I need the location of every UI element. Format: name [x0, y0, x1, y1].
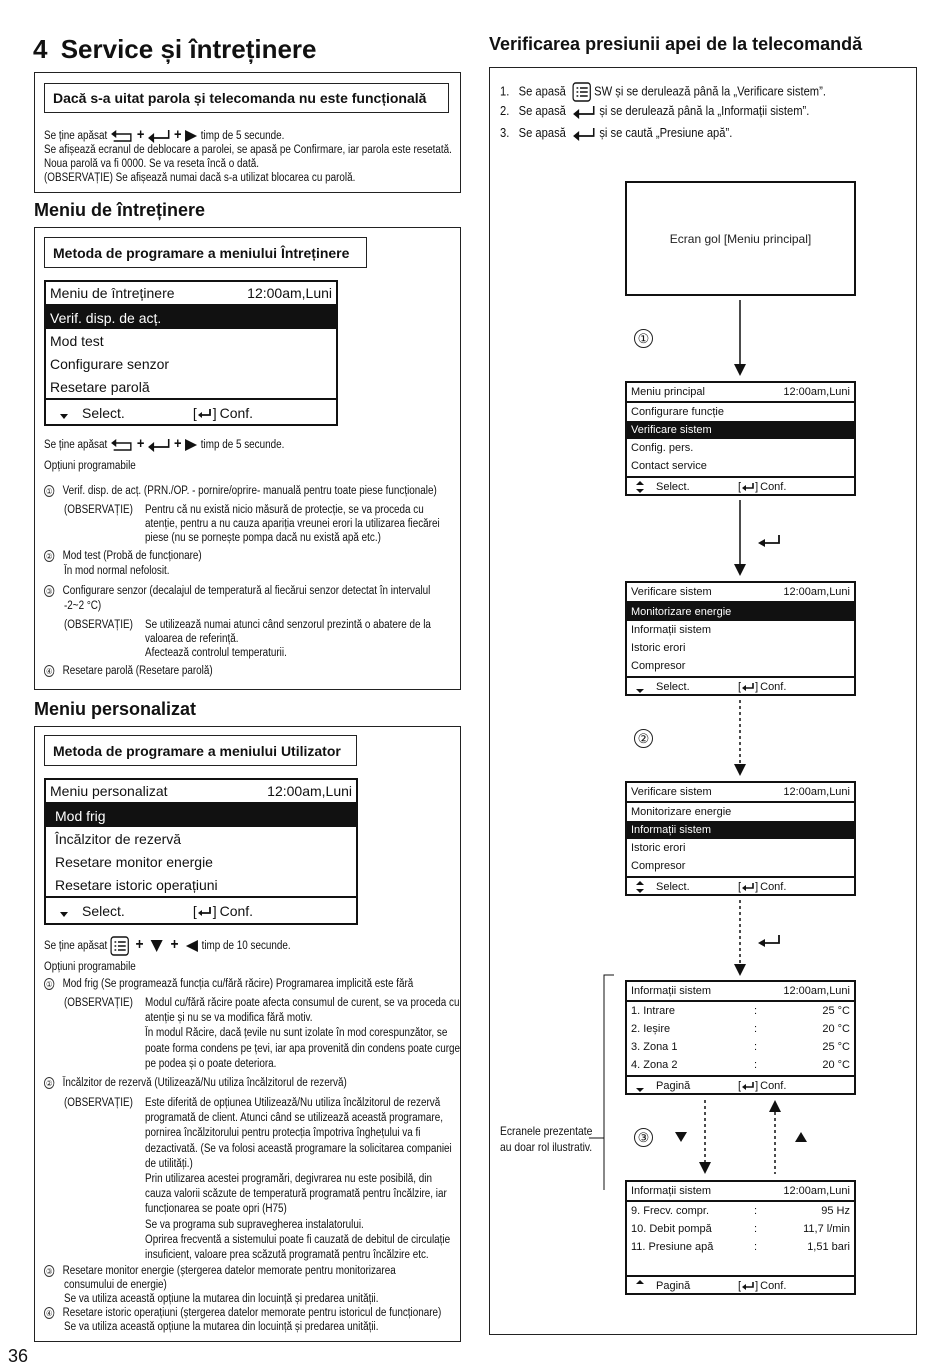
lcd-time: 12:00am,Luni: [783, 985, 850, 997]
page-number: 36: [8, 1346, 29, 1364]
blank-screen-label: Ecran gol [Meniu principal]: [669, 231, 812, 246]
lcd-title: Verificare sistem: [631, 586, 712, 598]
info-sep: :: [754, 1041, 758, 1053]
user-box-title: Metoda de programare a meniului Utilizator: [44, 735, 357, 766]
enter-key-icon: [147, 438, 171, 452]
lcd-time: 12:00am,Luni: [783, 386, 850, 398]
back-key-icon: [110, 438, 134, 452]
lcd-title: Informații sistem: [631, 985, 712, 997]
lcd-time: 12:00am,Luni: [783, 1185, 850, 1197]
info-value: 1,51 bari: [807, 1241, 850, 1253]
down-arrow-icon: [52, 904, 82, 918]
forgot-line-3: Noua parolă va fi 0000. Se va reseta încă o dată.: [44, 158, 259, 170]
heading-title: Service și întreținere: [60, 34, 317, 64]
user-note-line: Se va programa sub supravegherea instalatorului.: [145, 1218, 364, 1231]
menu-key-icon: [572, 82, 591, 102]
info-label: 11. Presiune apă: [631, 1241, 714, 1253]
lcd-conf-label: Conf.: [219, 404, 254, 421]
info-sep: :: [754, 1059, 758, 1071]
user-obs-label: (OBSERVAȚIE): [64, 997, 133, 1009]
enter-key-icon: [ ]: [738, 681, 759, 693]
enter-key-icon: [147, 129, 171, 143]
maint-box-title: Metoda de programare a meniului Întreținere: [44, 237, 367, 268]
user-obs-label: (OBSERVAȚIE): [64, 1097, 133, 1109]
lcd-screen-s-check2: [625, 781, 856, 896]
left-triangle-icon: [185, 939, 199, 953]
lcd-conf-label: Conf.: [760, 681, 787, 693]
step-1: 1. Se apasă SW și se derulează până la „Verificare sistem”.: [500, 82, 826, 102]
lcd-title: Meniu principal: [631, 386, 705, 398]
lcd-item[interactable]: Istoric erori: [631, 642, 686, 654]
user-note-line: dezactivată. (Se va folosi această programare la solicitarea companiei: [145, 1142, 452, 1155]
lcd-item[interactable]: Monitorizare energie: [631, 806, 732, 818]
lcd-footer: [46, 896, 356, 923]
illustrative-note: Ecranele prezentate: [500, 1124, 593, 1138]
user-opt-2: ② Încălzitor de rezervă (Utilizează/Nu utiliza încălzitorul de rezervă): [44, 1076, 347, 1091]
lcd-screen-s-check1: [625, 581, 856, 696]
lcd-item[interactable]: Informații sistem: [631, 624, 712, 636]
user-opt-1: ① Mod frig (Se programează funcția cu/fără răcire) Programarea implicită este fără: [44, 977, 413, 992]
lcd-header: [627, 1182, 854, 1202]
lcd-title: Informații sistem: [631, 1185, 712, 1197]
lcd-footer: [627, 1075, 854, 1095]
marker-3: ③: [634, 1128, 653, 1147]
maint-obs-label: (OBSERVAȚIE): [64, 504, 133, 516]
enter-key-icon: [ ]: [738, 881, 759, 893]
maint-section-title: Meniu de întreținere: [34, 200, 206, 220]
forgot-line-1: Se ține apăsat + + timp de 5 secunde.: [44, 126, 285, 143]
maint-opt-1: ① Verif. disp. de acț. (PRN./OP. - pornire/oprire- manuală pentru toate piese funcționale): [44, 484, 437, 499]
lcd-time: 12:00am,Luni: [267, 783, 352, 799]
user-note-line: În modul Răcire, dacă țevile nu sunt izolate în mod corespunzător, se: [145, 1027, 448, 1040]
lcd-footer: [627, 876, 854, 896]
enter-key-icon: [572, 105, 596, 119]
info-sep: :: [754, 1005, 758, 1017]
lcd-info-row: [627, 1220, 854, 1238]
right-arrow-icon: [184, 438, 198, 452]
lcd-item[interactable]: Configurare senzor: [50, 355, 170, 372]
info-value: 11,7 l/min: [803, 1223, 850, 1235]
lcd-item[interactable]: Resetare parolă: [50, 378, 150, 395]
maint-opt-1-note: atenție, pentru a nu cauza apariția vreunei erori la utilizarea fiecărei: [145, 518, 440, 530]
lcd-footer: [46, 398, 336, 425]
maint-opt-3-desc: -2~2 °C): [64, 600, 102, 612]
illustrative-note: au doar rol ilustrativ.: [500, 1140, 593, 1154]
maint-hold-line: Se ține apăsat + + timp de 5 secunde.: [44, 435, 285, 452]
maint-opt-1-note: piese (nu se pornește pompa dacă nu există apă etc.): [145, 532, 381, 544]
lcd-empty-row: [627, 1256, 854, 1274]
user-note-line: pornirea încălzitorului pentru protecția împotriva înghețului va fi: [145, 1127, 421, 1140]
user-note-line: funcționarea se poate opri (H75): [145, 1203, 287, 1216]
user-opt-3-desc: Se va utiliza această opțiune la mutarea din locuință și predarea unității.: [64, 1293, 379, 1305]
lcd-footer-label: Pagină: [656, 1080, 691, 1092]
user-note-line: Oprirea frecventă a sistemului poate fi cauzată de debitul de circulație: [145, 1233, 451, 1246]
info-sep: :: [754, 1205, 758, 1217]
info-label: 1. Intrare: [631, 1005, 676, 1017]
maint-opt-3-note: Se utilizează numai atunci când senzorul prezintă o abatere de la: [145, 619, 431, 631]
lcd-screen-s-main: [625, 381, 856, 496]
enter-key-icon: [ ]: [738, 1080, 759, 1092]
arrow-icon: [634, 1279, 652, 1293]
arrow-icon: [634, 880, 652, 894]
lcd-header: [627, 383, 854, 403]
forgot-password-title: Dacă s-a uitat parola și telecomanda nu este funcțională: [44, 83, 449, 113]
lcd-item[interactable]: Compresor: [631, 860, 686, 872]
right-section-title: Verificarea presiunii apei de la telecomandă: [489, 34, 863, 54]
maint-obs-label: (OBSERVAȚIE): [64, 619, 133, 631]
info-sep: :: [754, 1223, 758, 1235]
lcd-item-selected[interactable]: Monitorizare energie: [627, 603, 854, 621]
lcd-info-row: [627, 1020, 854, 1038]
menu-key-icon: [110, 936, 129, 956]
info-sep: :: [754, 1241, 758, 1253]
maint-lcd: [44, 280, 338, 426]
arrow-icon: [634, 480, 652, 494]
lcd-header: [46, 282, 336, 306]
user-note-line: insuficient, valoare prea scăzută programată pentru încălzire etc.: [145, 1249, 429, 1261]
info-label: 3. Zona 1: [631, 1041, 678, 1053]
user-note-line: poate forma condens pe țevi, iar apa provenită din condens poate curge: [145, 1042, 461, 1055]
lcd-title: Verificare sistem: [631, 786, 712, 798]
lcd-time: 12:00am,Luni: [783, 786, 850, 798]
lcd-item[interactable]: Contact service: [631, 460, 707, 472]
lcd-title: Meniu de întreținere: [50, 285, 175, 301]
lcd-item-selected[interactable]: Mod frig: [46, 804, 356, 827]
lcd-footer-label: Select.: [656, 481, 690, 493]
lcd-time: 12:00am,Luni: [247, 285, 332, 301]
lcd-conf-label: Conf.: [760, 481, 787, 493]
lcd-footer: [627, 476, 854, 496]
enter-key-icon: [ ]: [738, 1280, 759, 1292]
user-note-line: pe podea și o poate deteriora.: [145, 1057, 277, 1070]
lcd-item[interactable]: Resetare istoric operațiuni: [55, 876, 218, 893]
enter-key-icon: [ ]: [192, 902, 217, 919]
page-heading: [33, 34, 317, 65]
lcd-footer-label: Select.: [656, 881, 690, 893]
user-note-line: de utilități.): [145, 1157, 193, 1170]
lcd-item[interactable]: Configurare funcție: [631, 406, 724, 418]
user-note-line: Prin utilizarea acestei programări, degivrarea nu este posibilă, din: [145, 1173, 432, 1185]
right-arrow-icon: [184, 129, 198, 143]
arrow-icon: [634, 680, 652, 694]
info-value: 25 °C: [822, 1041, 850, 1053]
maint-opt-3-note: Afectează controlul temperaturii.: [145, 647, 287, 659]
forgot-line-2: Se afișează ecranul de deblocare a parolei, se apasă pe Confirmare, iar parola este resetată.: [44, 144, 452, 156]
marker-1: ①: [634, 329, 653, 348]
lcd-item-selected[interactable]: Informații sistem: [627, 821, 854, 839]
info-label: 2. Ieșire: [631, 1023, 671, 1035]
lcd-conf-label: Conf.: [760, 1080, 787, 1092]
user-options-label: Opțiuni programabile: [44, 961, 136, 973]
lcd-title: Meniu personalizat: [50, 783, 168, 799]
enter-key-icon: [572, 127, 596, 141]
maint-opt-2-desc: În mod normal nefolosit.: [64, 565, 170, 577]
lcd-item[interactable]: Resetare monitor energie: [55, 853, 213, 870]
info-label: 10. Debit pompă: [631, 1223, 712, 1235]
user-note-line: programată de client. Atunci când se utilizează această programare,: [145, 1112, 443, 1125]
user-note-line: Modul cu/fără răcire poate afecta consumul de curent, se va proceda cu: [145, 997, 460, 1009]
back-key-icon: [110, 129, 134, 143]
info-sep: :: [754, 1023, 758, 1035]
maint-options-label: Opțiuni programabile: [44, 460, 136, 472]
user-opt-3-desc: consumului de energie): [64, 1279, 167, 1291]
lcd-item[interactable]: Mod test: [50, 332, 104, 349]
lcd-select-label: Select.: [82, 404, 125, 421]
lcd-item-selected[interactable]: Verificare sistem: [627, 421, 854, 439]
lcd-conf-label: Conf.: [760, 881, 787, 893]
user-hold-line: Se ține apăsat + + timp de 10 secunde.: [44, 936, 291, 956]
info-value: 20 °C: [822, 1023, 850, 1035]
maint-opt-3-note: valoarea de referință.: [145, 633, 239, 645]
info-value: 20 °C: [822, 1059, 850, 1071]
lcd-info-row: [627, 1202, 854, 1220]
user-lcd: [44, 778, 358, 925]
lcd-conf-label: Conf.: [219, 902, 254, 919]
lcd-time: 12:00am,Luni: [783, 586, 850, 598]
lcd-item[interactable]: Încălzitor de rezervă: [55, 830, 182, 847]
lcd-info-row: [627, 1002, 854, 1020]
info-label: 4. Zona 2: [631, 1059, 678, 1071]
lcd-info-row: [627, 1056, 854, 1074]
info-value: 25 °C: [822, 1005, 850, 1017]
lcd-screen-s-info2: [625, 1180, 856, 1295]
lcd-info-row: [627, 1238, 854, 1256]
lcd-item[interactable]: Istoric erori: [631, 842, 686, 854]
user-opt-4-desc: Se va utiliza această opțiune la mutarea din locuință și predarea unității.: [64, 1321, 379, 1333]
info-value: 95 Hz: [821, 1205, 850, 1217]
info-label: 9. Frecv. compr.: [631, 1205, 710, 1217]
marker-2: ②: [634, 729, 653, 748]
maint-opt-3: ③ Configurare senzor (decalajul de temperatură al fiecărui senzor detectat în intervalul: [44, 584, 430, 599]
step-3: 3. Se apasă și se caută „Presiune apă”.: [500, 125, 733, 140]
lcd-item[interactable]: Compresor: [631, 660, 686, 672]
user-section-title: Meniu personalizat: [34, 699, 197, 719]
enter-key-icon: [ ]: [192, 404, 217, 421]
lcd-footer: [627, 1275, 854, 1295]
forgot-line-4: (OBSERVAȚIE) Se afișează numai dacă s-a utilizat blocarea cu parolă.: [44, 172, 356, 184]
lcd-screen-s-info1: [625, 980, 856, 1095]
maint-opt-4: ④ Resetare parolă (Resetare parolă): [44, 664, 213, 679]
enter-key-icon: [ ]: [738, 481, 759, 493]
down-arrow-icon: [52, 406, 82, 420]
lcd-header: [46, 780, 356, 804]
lcd-header: [627, 783, 854, 803]
lcd-footer-label: Select.: [656, 681, 690, 693]
down-triangle-icon: [150, 939, 164, 953]
maint-opt-1-note: Pentru că nu există nicio măsură de protecție, se va proceda cu: [145, 504, 424, 516]
arrow-icon: [634, 1079, 652, 1093]
maint-opt-2: ② Mod test (Probă de funcționare): [44, 549, 202, 564]
user-note-line: atenție și nu se va modifica fără motiv.: [145, 1012, 313, 1025]
lcd-header: [627, 583, 854, 603]
user-opt-4: ④ Resetare istoric operațiuni (ștergerea datelor memorate pentru istoricul de funcționare): [44, 1306, 441, 1321]
lcd-footer-label: Pagină: [656, 1280, 691, 1292]
lcd-info-row: [627, 1038, 854, 1056]
lcd-footer: [627, 676, 854, 696]
step-2: 2. Se apasă și se derulează până la „Informații sistem”.: [500, 103, 810, 118]
lcd-select-label: Select.: [82, 902, 125, 919]
user-note-line: cauza valorii scăzute de temperatură programată pentru încălzire, iar: [145, 1188, 447, 1201]
blank-screen: [625, 181, 856, 296]
lcd-item-selected[interactable]: Verif. disp. de acț.: [46, 306, 336, 329]
lcd-header: [627, 982, 854, 1002]
heading-number: 4: [33, 34, 48, 64]
user-note-line: Este diferită de opțiunea Utilizează/Nu utiliza încălzitorul de rezervă: [145, 1097, 441, 1109]
user-opt-3: ③ Resetare monitor energie (ștergerea datelor memorate pentru monitorizarea: [44, 1264, 396, 1279]
lcd-item[interactable]: Config. pers.: [631, 442, 694, 454]
lcd-conf-label: Conf.: [760, 1280, 787, 1292]
